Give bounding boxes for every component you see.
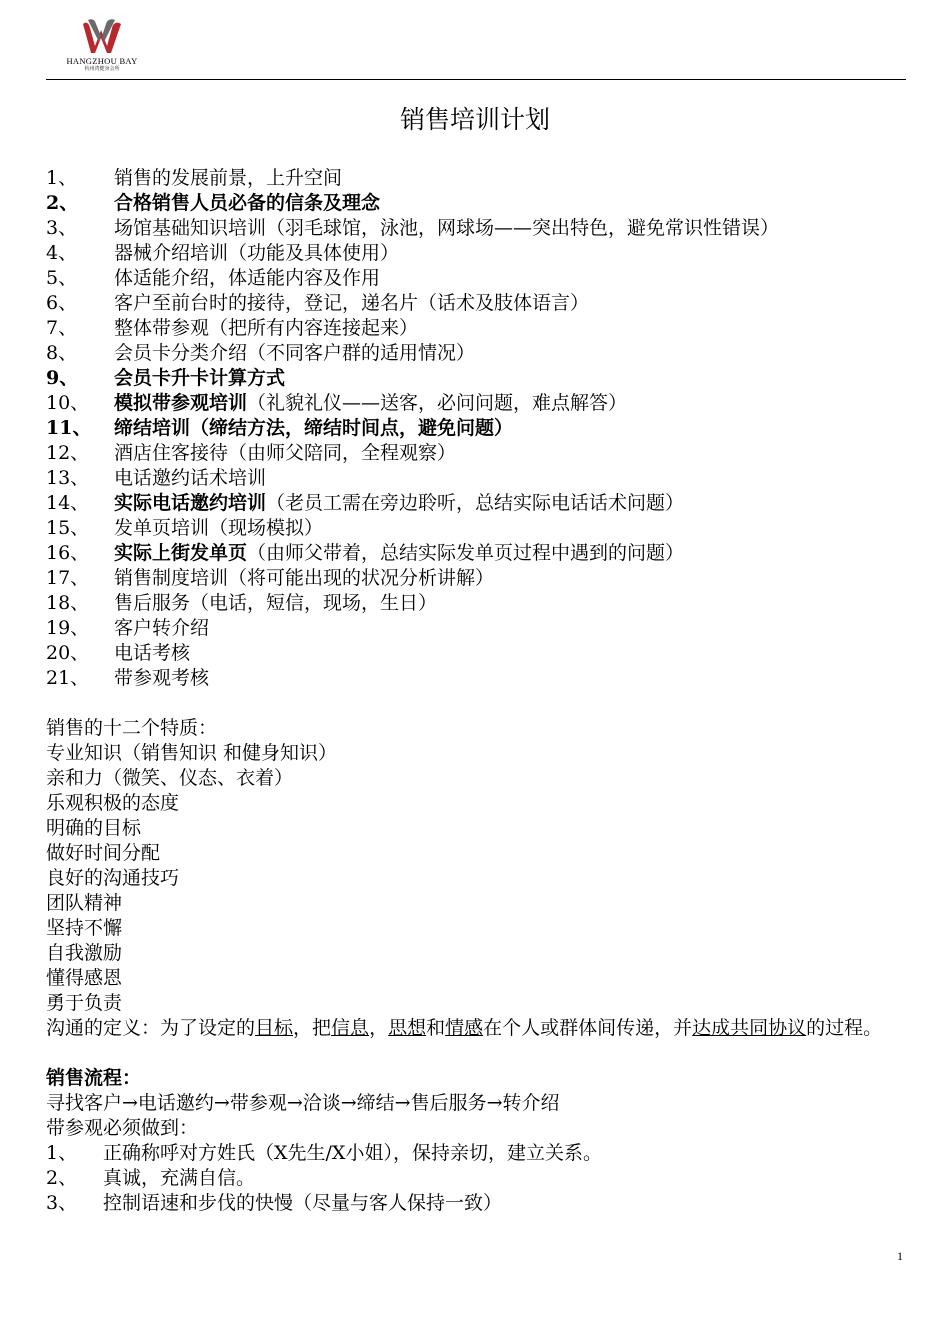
process-heading: 销售流程：	[46, 1067, 142, 1089]
training-item-number: 21、	[46, 667, 90, 689]
training-item-bold-text: 会员卡升卡计算方式	[114, 367, 286, 389]
definition-underline: 信息	[331, 1017, 370, 1039]
training-item-number: 7、	[46, 317, 78, 339]
training-list	[46, 166, 916, 691]
quality-item: 良好的沟通技巧	[46, 867, 180, 889]
must-item-text: 控制语速和步伐的快慢（尽量与客人保持一致）	[103, 1192, 503, 1214]
qualities-heading: 销售的十二个特质：	[46, 717, 218, 739]
training-item	[46, 541, 916, 566]
training-item-text: 场馆基础知识培训（羽毛球馆，泳池，网球场——突出特色，避免常识性错误）	[114, 217, 780, 239]
training-item	[46, 441, 916, 466]
training-item	[46, 616, 916, 641]
training-item-text: （礼貌礼仪——送客，必问问题，难点解答）	[247, 392, 628, 414]
training-item	[46, 341, 916, 366]
training-item-text: 带参观考核	[114, 667, 210, 689]
logo-wordmark: HANGZHOU BAY	[66, 56, 138, 66]
must-heading: 带参观必须做到：	[46, 1117, 199, 1139]
quality-item: 乐观积极的态度	[46, 792, 180, 814]
training-item-number: 17、	[46, 567, 90, 589]
training-item-number: 19、	[46, 617, 90, 639]
definition-underline: 达成共同协议	[692, 1017, 807, 1039]
quality-item: 明确的目标	[46, 817, 142, 839]
training-item-text: 电话考核	[114, 642, 191, 664]
training-item-number: 20、	[46, 642, 90, 664]
training-item	[46, 416, 916, 441]
training-item	[46, 566, 916, 591]
training-item-text: 器械介绍培训（功能及具体使用）	[114, 242, 400, 264]
training-item-number: 11、	[46, 417, 92, 439]
training-item-bold-text: 模拟带参观培训	[114, 392, 248, 414]
training-item-bold-text: 实际上街发单页	[114, 542, 248, 564]
training-item	[46, 366, 916, 391]
definition-text: 在个人或群体间传递，并	[483, 1017, 693, 1039]
definition-text: 和	[426, 1017, 446, 1039]
training-item-number: 5、	[46, 267, 78, 289]
training-item-number: 3、	[46, 217, 78, 239]
training-item-text: 客户至前台时的接待，登记，递名片（话术及肢体语言）	[114, 292, 590, 314]
training-item-text: （老员工需在旁边聆听，总结实际电话话术问题）	[266, 492, 685, 514]
document-body	[46, 166, 916, 1216]
definition-text: 的过程。	[806, 1017, 883, 1039]
training-item	[46, 466, 916, 491]
training-item-text: 酒店住客接待（由师父陪同，全程观察）	[114, 442, 457, 464]
training-item-number: 13、	[46, 467, 90, 489]
document-title: 销售培训计划	[399, 105, 550, 134]
page-number: 1	[897, 1249, 903, 1263]
training-item	[46, 191, 916, 216]
training-item-number: 6、	[46, 292, 78, 314]
training-item-text: 发单页培训（现场模拟）	[114, 517, 324, 539]
training-item	[46, 391, 916, 416]
training-item	[46, 216, 916, 241]
quality-item: 自我激励	[46, 942, 123, 964]
training-item	[46, 241, 916, 266]
must-item-number: 1、	[46, 1142, 78, 1164]
process-flow: 寻找客户→电话邀约→带参观→洽谈→缔结→售后服务→转介绍	[46, 1092, 560, 1114]
training-item	[46, 516, 916, 541]
training-item-text: 客户转介绍	[114, 617, 210, 639]
quality-item: 亲和力（微笑、仪态、衣着）	[46, 767, 294, 789]
training-item-bold-text: 实际电话邀约培训	[114, 492, 267, 514]
training-item-number: 1、	[46, 167, 78, 189]
training-item-text: 体适能介绍，体适能内容及作用	[114, 267, 381, 289]
definition-text: ，	[369, 1017, 389, 1039]
communication-definition	[46, 1016, 916, 1041]
must-item-number: 2、	[46, 1167, 78, 1189]
quality-item: 坚持不懈	[46, 917, 123, 939]
must-item	[46, 1141, 916, 1166]
training-item-number: 14、	[46, 492, 90, 514]
training-item	[46, 266, 916, 291]
training-item-number: 8、	[46, 342, 78, 364]
training-item	[46, 291, 916, 316]
definition-text: ，把	[293, 1017, 332, 1039]
training-item-number: 12、	[46, 442, 90, 464]
training-item-number: 10、	[46, 392, 90, 414]
training-item-number: 18、	[46, 592, 90, 614]
must-item-text: 正确称呼对方姓氏（X先生/X小姐），保持亲切，建立关系。	[103, 1142, 602, 1164]
training-item-text: 销售制度培训（将可能出现的状况分析讲解）	[114, 567, 495, 589]
definition-text: 沟通的定义：为了设定的	[46, 1017, 256, 1039]
training-item-bold-text: 缔结培训（缔结方法，缔结时间点，避免问题）	[114, 417, 514, 439]
training-item	[46, 666, 916, 691]
training-item-text: 售后服务（电话，短信，现场，生日）	[114, 592, 438, 614]
training-item-number: 2、	[46, 192, 79, 214]
training-item-bold-text: 合格销售人员必备的信条及理念	[114, 192, 381, 214]
quality-item: 勇于负责	[46, 992, 123, 1014]
quality-item: 专业知识（销售知识 和健身知识）	[46, 742, 338, 764]
qualities-list	[46, 741, 916, 1016]
training-item	[46, 166, 916, 191]
training-item-text: 会员卡分类介绍（不同客户群的适用情况）	[114, 342, 476, 364]
spacer	[46, 691, 916, 716]
training-item-number: 15、	[46, 517, 90, 539]
must-item-text: 真诚，充满自信。	[103, 1167, 256, 1189]
must-item	[46, 1166, 916, 1191]
hangzhou-bay-logo-icon	[80, 18, 124, 56]
training-item-number: 16、	[46, 542, 90, 564]
training-item-text: 整体带参观（把所有内容连接起来）	[114, 317, 419, 339]
training-item	[46, 491, 916, 516]
definition-underline: 思想	[388, 1017, 427, 1039]
header-rule	[46, 79, 906, 80]
definition-underline: 目标	[255, 1017, 294, 1039]
training-item	[46, 591, 916, 616]
quality-item: 做好时间分配	[46, 842, 161, 864]
training-item	[46, 316, 916, 341]
must-item	[46, 1191, 916, 1216]
company-logo	[62, 18, 142, 80]
training-item-text: 电话邀约话术培训	[114, 467, 267, 489]
definition-underline: 情感	[445, 1017, 484, 1039]
quality-item: 懂得感恩	[46, 967, 123, 989]
training-item-number: 9、	[46, 367, 79, 389]
spacer	[46, 1041, 916, 1066]
training-item-number: 4、	[46, 242, 78, 264]
training-item-text: （由师父带着，总结实际发单页过程中遇到的问题）	[247, 542, 685, 564]
logo-subtitle: 杭州湾健身会所	[84, 66, 120, 72]
quality-item: 团队精神	[46, 892, 123, 914]
must-list	[46, 1141, 916, 1216]
training-item-text: 销售的发展前景，上升空间	[114, 167, 343, 189]
must-item-number: 3、	[46, 1192, 78, 1214]
training-item	[46, 641, 916, 666]
